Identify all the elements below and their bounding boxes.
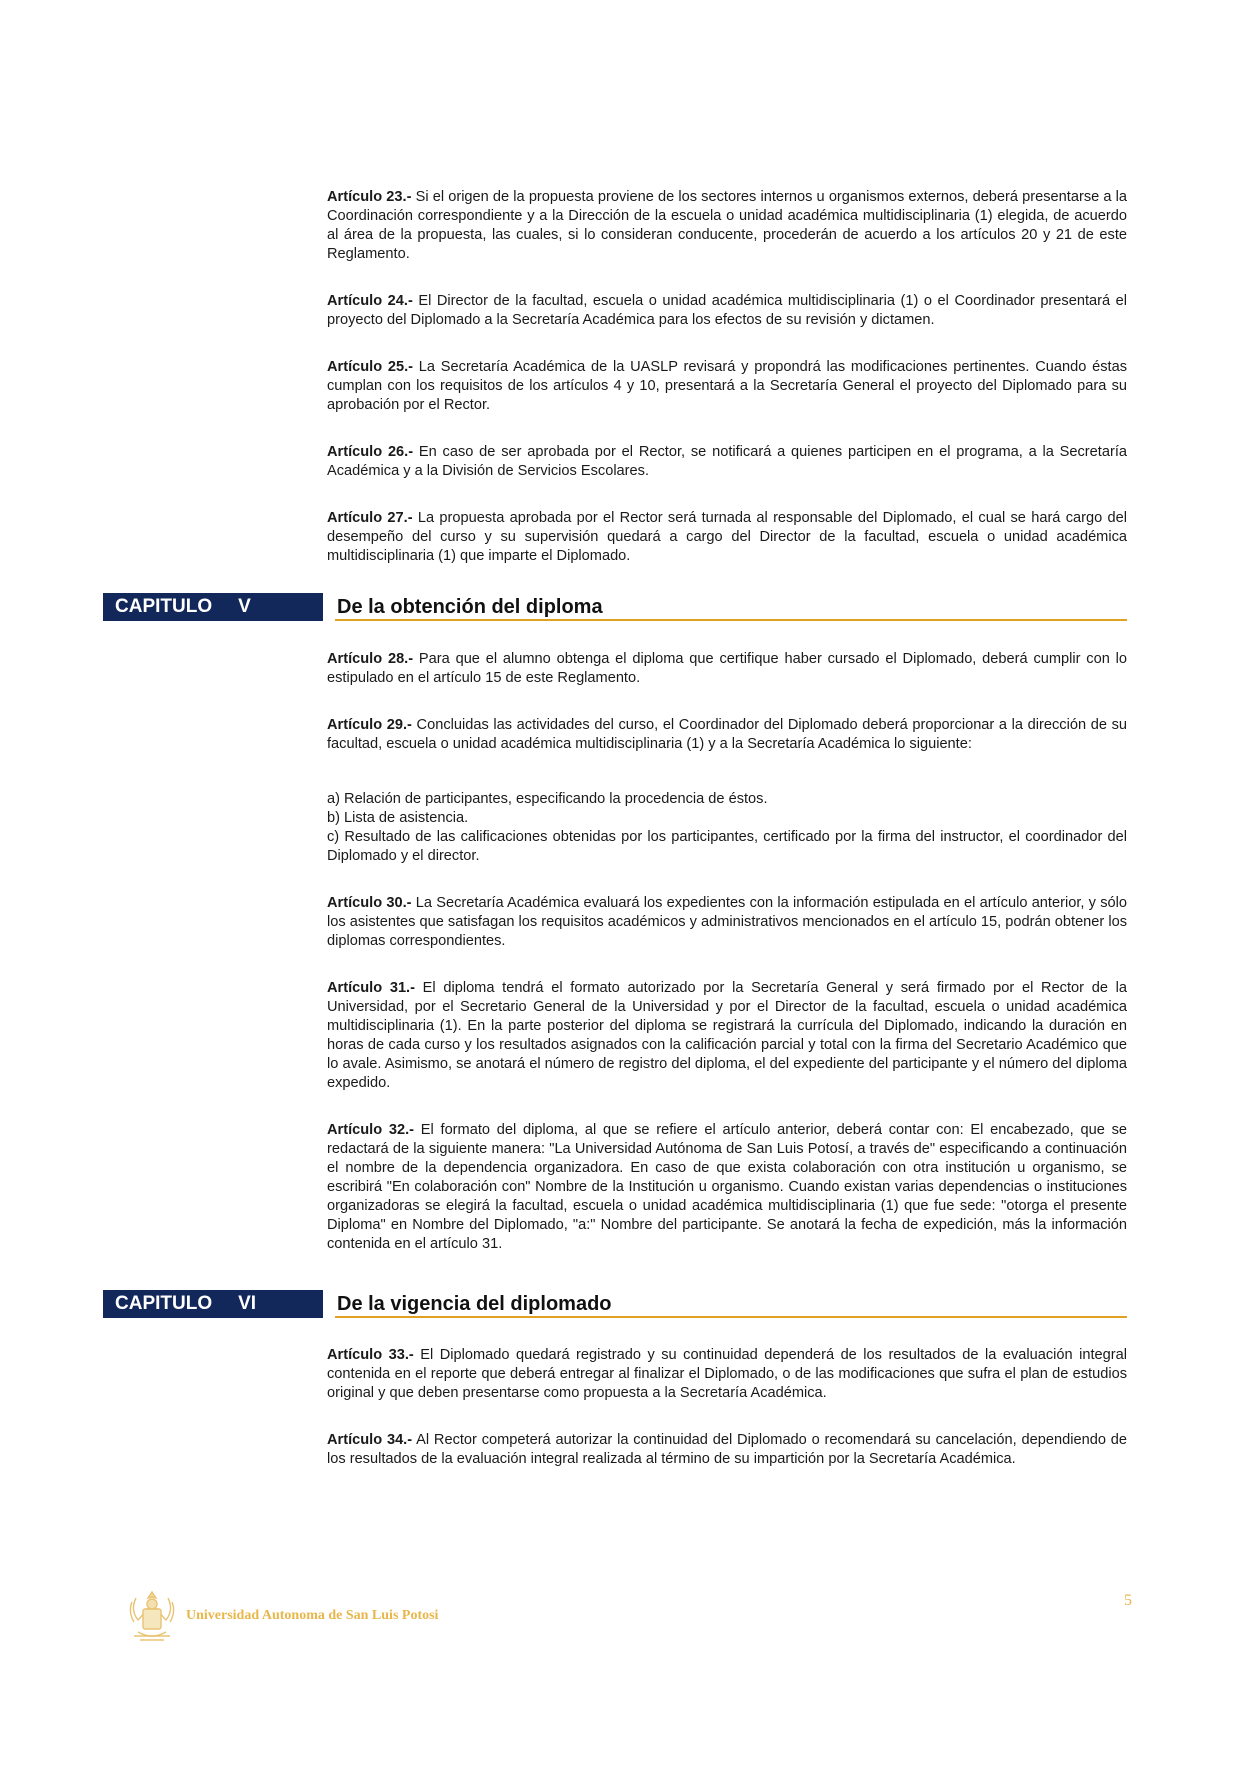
article-26: Artículo 26.- En caso de ser aprobada por el Rector, se notificará a quienes participen en el programa, a la Secretaría Académica y a la División de Servicios Escolares. xyxy=(327,444,1127,479)
chapter-5-box: CAPITULO V xyxy=(103,593,323,621)
article-29-list xyxy=(327,790,1127,866)
chapter-6-box: CAPITULO VI xyxy=(103,1290,323,1318)
page-number: 5 xyxy=(1124,1592,1132,1609)
list-item-b: b) Lista de asistencia. xyxy=(327,810,469,826)
chapter-6-title: De la vigencia del diplomado xyxy=(335,1290,1127,1318)
article-29: Artículo 29.- Concluidas las actividades del curso, el Coordinador del Diplomado deberá proporcionar a la dirección de su facultad, escuela o unidad académica multidisciplinaria (1) y a la Secretaría Académica lo siguiente: xyxy=(327,717,1127,752)
article-34: Artículo 34.- Al Rector competerá autorizar la continuidad del Diplomado o recomendará su cancelación, dependiendo de los resultados de la evaluación integral realizada al término de su impartición por la Secretaría Académica. xyxy=(327,1432,1127,1467)
chapter-6-heading xyxy=(103,1290,1127,1320)
article-31: Artículo 31.- El diploma tendrá el formato autorizado por la Secretaría General y será firmado por el Rector de la Universidad, por el Secretario General de la Universidad y por el Director de la facultad, escuela o unidad académica multidisciplinaria (1). En la parte posterior del diploma se registrará la currícula del Diplomado, indicando la duración en horas de cada curso y los resultados asignados con la calificación parcial y total con la firma del Secretario Académico que lo avale. Asimismo, se anotará el número de registro del diploma, el del expediente del participante y el número del diploma expedido. xyxy=(327,980,1127,1091)
page-footer xyxy=(126,1588,1132,1648)
article-23: Artículo 23.- Si el origen de la propuesta proviene de los sectores internos u organismos externos, deberá presentarse a la Coordinación correspondiente y a la Dirección de la escuela o unidad académica multidisciplinaria (1) elegida, de acuerdo al área de la propuesta, las cuales, si lo consideran conducente, procederán de acuerdo a los artículos 20 y 21 de este Reglamento. xyxy=(327,189,1127,262)
list-item-a: a) Relación de participantes, especificando la procedencia de éstos. xyxy=(327,791,768,807)
list-item-c: c) Resultado de las calificaciones obtenidas por los participantes, certificado por la firma del instructor, el coordinador del Diplomado y el director. xyxy=(327,829,1127,864)
university-name: Universidad Autonoma de San Luis Potosi xyxy=(186,1608,439,1623)
article-28: Artículo 28.- Para que el alumno obtenga el diploma que certifique haber cursado el Diplomado, deberá cumplir con lo estipulado en el artículo 15 de este Reglamento. xyxy=(327,651,1127,686)
chapter-5-title: De la obtención del diploma xyxy=(335,593,1127,621)
chapter-5-content xyxy=(327,650,1127,1282)
chapter-5-heading xyxy=(103,593,1127,623)
article-24: Artículo 24.- El Director de la facultad, escuela o unidad académica multidisciplinaria (1) o el Coordinador presentará el proyecto del Diplomado a la Secretaría Académica para los efectos de su revisión y dictamen. xyxy=(327,293,1127,328)
article-30: Artículo 30.- La Secretaría Académica evaluará los expedientes con la información estipulada en el artículo anterior, y sólo los asistentes que satisfagan los requisitos académicos y administrativos mencionados en el artículo 15, podrán obtener los diplomas correspondientes. xyxy=(327,895,1128,949)
article-27: Artículo 27.- La propuesta aprobada por el Rector será turnada al responsable del Diplomado, el cual se hará cargo del desempeño del curso y su supervisión quedará a cargo del Director de la facultad, escuela o unidad académica multidisciplinaria (1) que imparte el Diplomado. xyxy=(327,510,1128,564)
article-33: Artículo 33.- El Diplomado quedará registrado y su continuidad dependerá de los resultados de la evaluación integral contenida en el reporte que deberá entregar al finalizar el Diplomado, o de las modificaciones que sufra el plan de estudios original y que deben presentarse como propuesta a la Secretaría Académica. xyxy=(327,1347,1127,1401)
article-32: Artículo 32.- El formato del diploma, al que se refiere el artículo anterior, deberá contar con: El encabezado, que se redactará de la siguiente manera: "La Universidad Autónoma de San Luis Potosí, a través de" especificando a continuación el nombre de la dependencia organizadora. En caso de que exista colaboración con otra institución u organismo, se escribirá "En colaboración con" Nombre de la Institución u organismo. Cuando existan varias dependencias o instituciones organizadoras se elegirá la facultad, escuela o unidad académica multidisciplinaria (1) que fue sede: "otorga el presente Diploma" en Nombre del Diplomado, "a:" Nombre del participante. Se anotará la fecha de expedición, más la información contenida en el artículo 31. xyxy=(327,1122,1127,1252)
article-25: Artículo 25.- La Secretaría Académica de la UASLP revisará y propondrá las modificaciones pertinentes. Cuando éstas cumplan con los requisitos de los artículos 4 y 10, presentará a la Secretaría General el proyecto del Diplomado para su aprobación por el Rector. xyxy=(327,359,1127,413)
page-content xyxy=(327,188,1127,594)
university-seal-icon xyxy=(126,1588,178,1644)
chapter-6-content xyxy=(327,1346,1127,1497)
